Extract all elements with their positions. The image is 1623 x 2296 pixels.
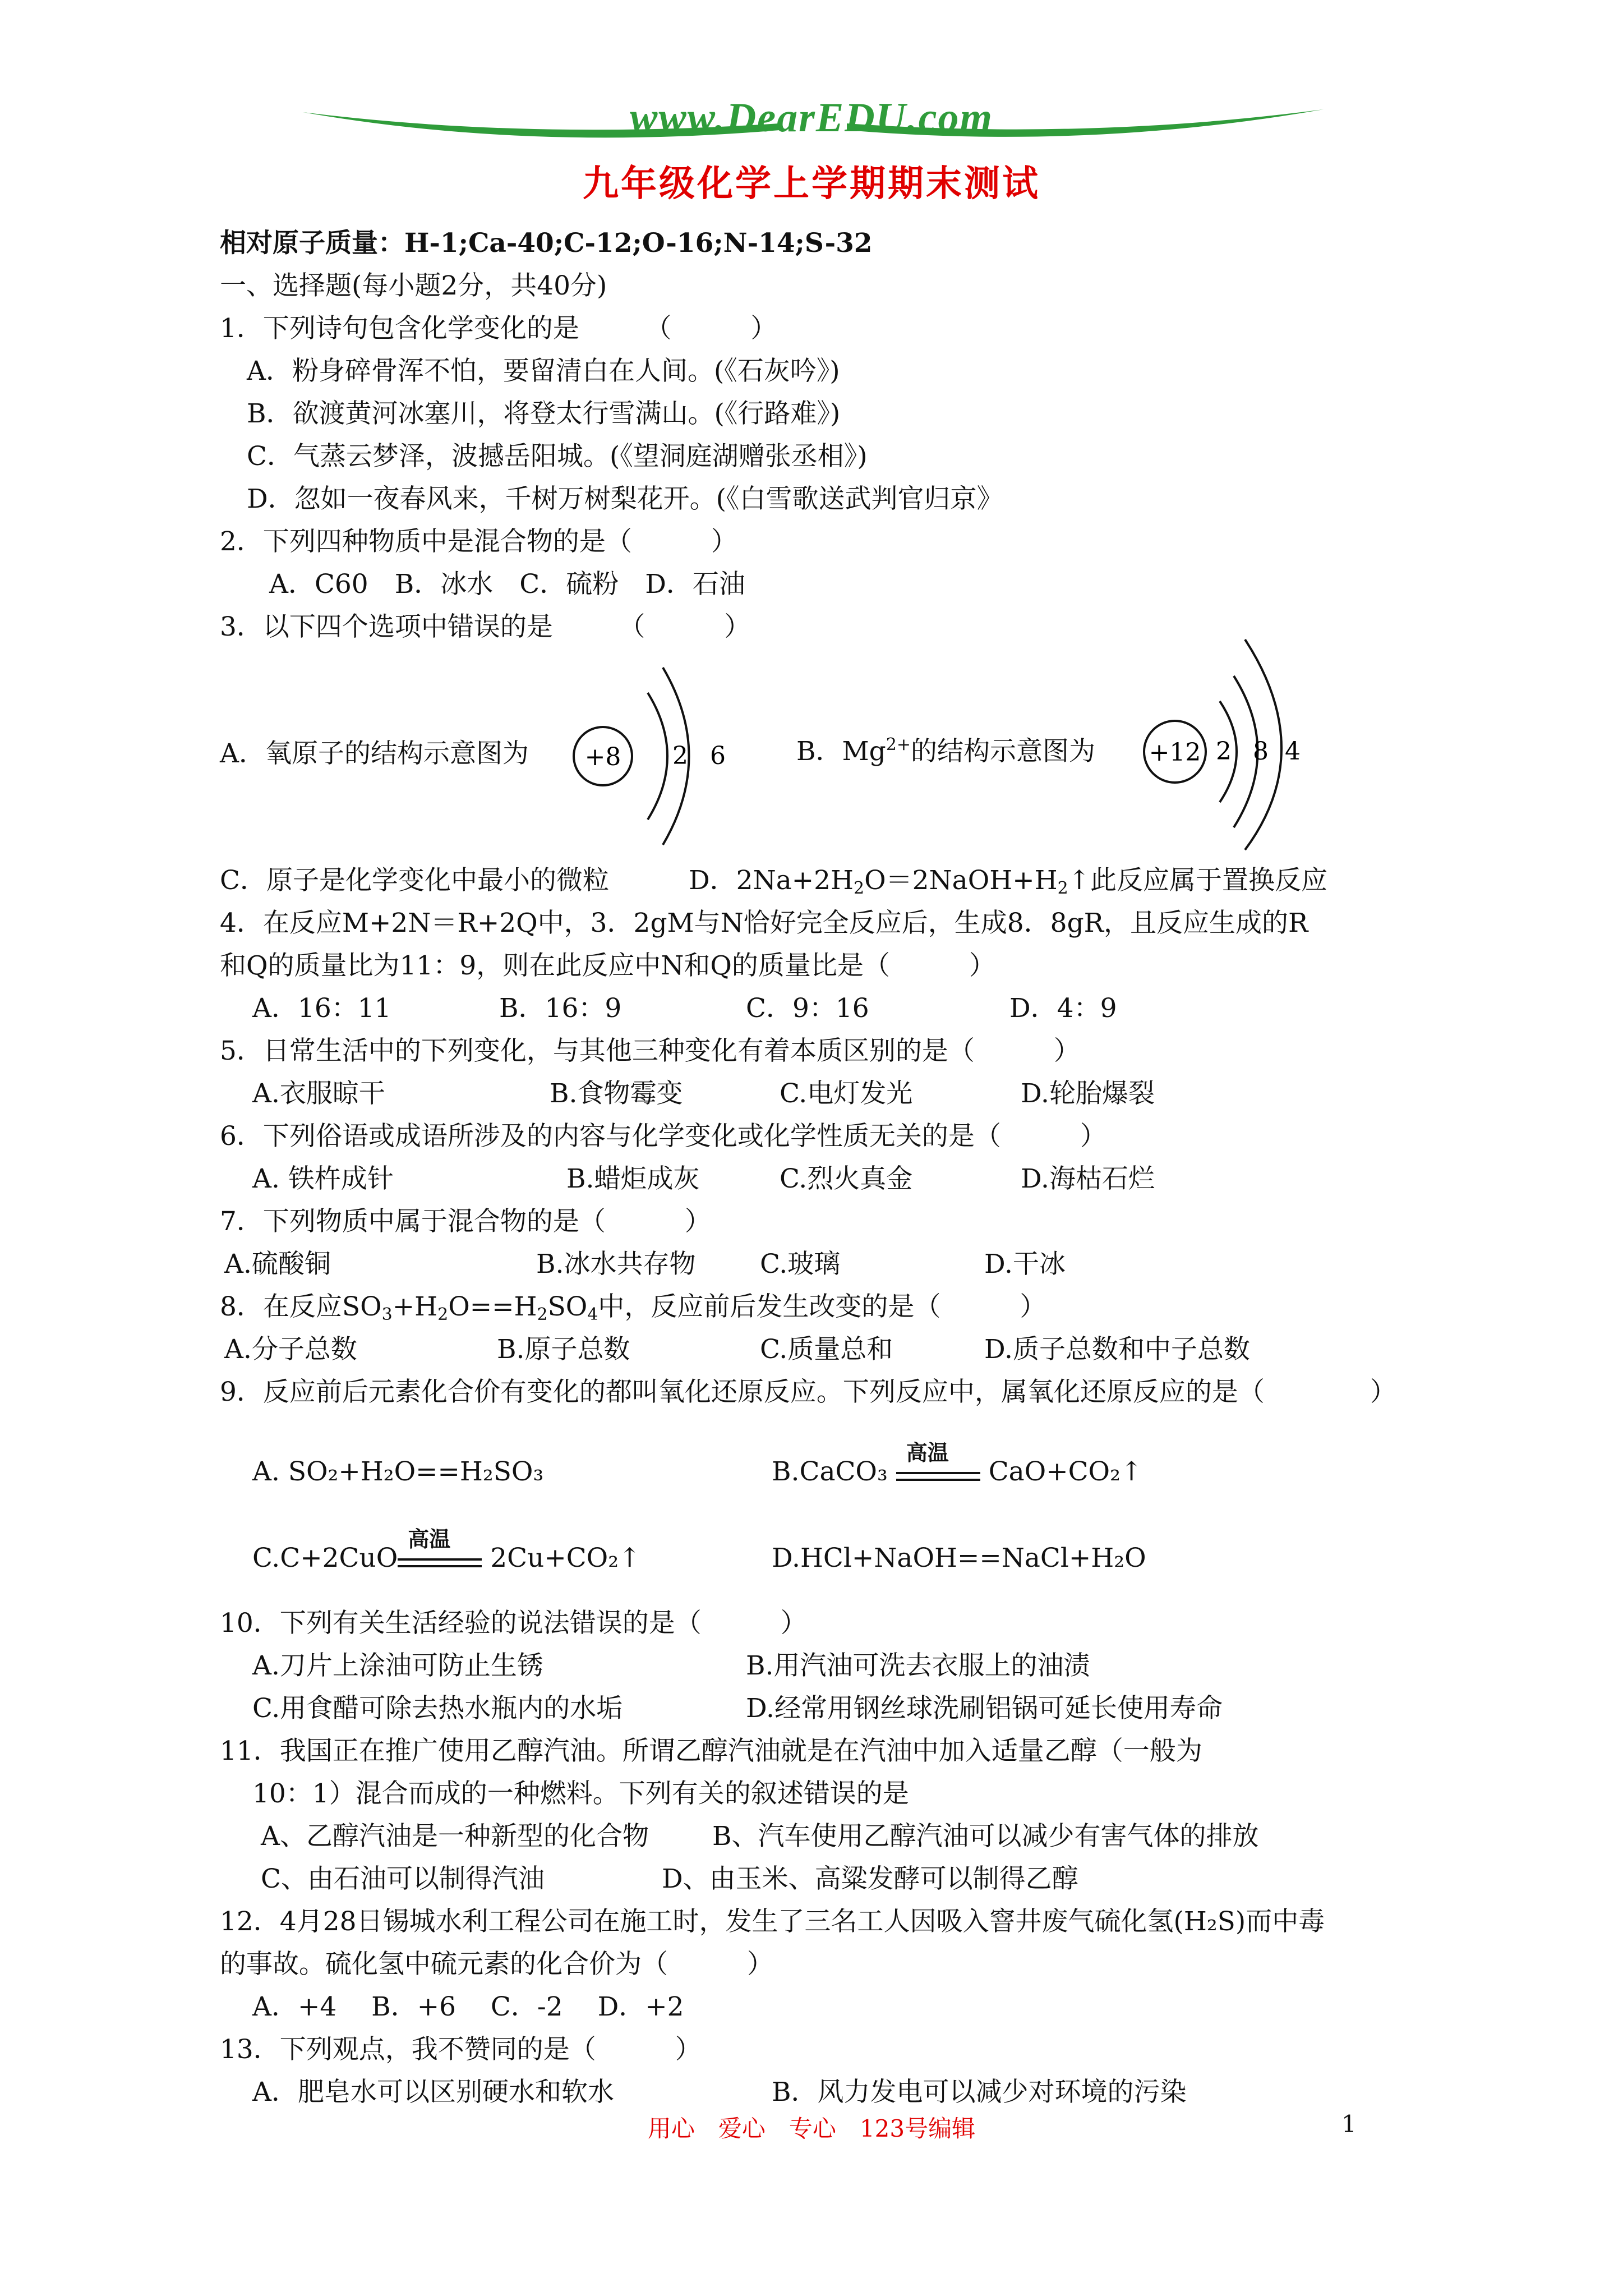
question-5-stem: 5．日常生活中的下列变化，与其他三种变化有着本质区别的是（ ） [220, 1036, 1080, 1066]
question-9-option-c [252, 1527, 641, 1575]
site-logo-text: www.DearEDU.com [629, 95, 994, 141]
question-3-option-b-pre: B．Mg [796, 736, 886, 767]
question-8-option-d: D.质子总数和中子总数 [984, 1334, 1250, 1365]
question-4-option-a: A．16：11 [252, 993, 391, 1024]
question-12-stem-line1: 12．4月28日锡城水利工程公司在施工时，发生了三名工人因吸入窨井废气硫化氢(H₂S)而中毒 [220, 1906, 1325, 1937]
q8-sub2: 2 [437, 1305, 449, 1324]
q3-d-sub2: 2 [1057, 878, 1068, 898]
question-8-option-a: A.分子总数 [224, 1334, 357, 1365]
magnesium-nucleus-label: +12 [1149, 738, 1201, 767]
question-6-option-c: C.烈火真金 [780, 1163, 913, 1194]
question-8-stem [220, 1290, 1046, 1324]
mg-ion-charge: 2+ [886, 735, 911, 754]
q9-c-condition: 高温 [408, 1527, 451, 1552]
q8-part5: 中，反应前后发生改变的是（ ） [598, 1291, 1046, 1322]
q8-sub4: 4 [587, 1305, 598, 1324]
question-6-option-d: D.海枯石烂 [1021, 1163, 1155, 1194]
question-5-option-c: C.电灯发光 [780, 1078, 913, 1109]
question-6-option-a: A. 铁杵成针 [252, 1163, 394, 1194]
q8-part2: +H [392, 1291, 438, 1322]
q9-b-products: CaO+CO₂↑ [988, 1456, 1143, 1487]
oxygen-atom-diagram [566, 645, 757, 847]
question-11-stem-line1: 11．我国正在推广使用乙醇汽油。所谓乙醇汽油就是在汽油中加入适量乙醇（一般为 [220, 1736, 1202, 1766]
page-title: 九年级化学上学期期末测试 [583, 163, 1040, 205]
magnesium-ion-diagram [1127, 628, 1352, 853]
question-3-stem: 3．以下四个选项中错误的是 （ ） [220, 611, 751, 642]
question-4-option-b: B．16：9 [499, 993, 622, 1024]
question-1-option-c: C．气蒸云梦泽，波撼岳阳城。(《望洞庭湖赠张丞相》) [247, 441, 868, 472]
question-7-option-a: A.硫酸铜 [224, 1249, 331, 1280]
question-1-option-d: D．忽如一夜春风来，千树万树梨花开。(《白雪歌送武判官归京》 [247, 484, 1003, 514]
question-2-options: A．C60 B．冰水 C．硫粉 D．石油 [269, 569, 745, 600]
q9-b-reactant: B.CaCO₃ [772, 1456, 888, 1487]
q9-b-condition-arrow [896, 1441, 980, 1489]
question-3-option-b-post: 的结构示意图为 [910, 736, 1095, 767]
page-number: 1 [1341, 2110, 1357, 2138]
q8-part4: SO [547, 1291, 588, 1322]
question-9-option-a: A. SO₂+H₂O==H₂SO₃ [252, 1456, 544, 1487]
question-9-stem: 9．反应前后元素化合价有变化的都叫氧化还原反应。下列反应中，属氧化还原反应的是（ ） [220, 1377, 1396, 1407]
question-11-option-c: C、由石油可以制得汽油 [261, 1864, 545, 1894]
question-4-option-d: D．4：9 [1009, 993, 1117, 1024]
q8-sub1: 3 [381, 1305, 393, 1324]
q8-sub3: 2 [537, 1305, 548, 1324]
question-10-option-c: C.用食醋可除去热水瓶内的水垢 [252, 1693, 623, 1724]
q9-c-condition-arrow [398, 1527, 482, 1575]
question-3-option-d [689, 864, 1327, 898]
q3-d-part1: D．2Na+2H [689, 865, 854, 896]
section-heading: 一、选择题(每小题2分，共40分) [220, 270, 607, 301]
question-1-stem: 1．下列诗句包含化学变化的是 （ ） [220, 313, 777, 344]
question-5-option-a: A.衣服晾干 [252, 1078, 385, 1109]
q9-c-reactants: C.C+2CuO [252, 1543, 398, 1573]
question-7-option-c: C.玻璃 [760, 1249, 841, 1280]
question-3-option-b-label [796, 735, 1095, 769]
question-2-stem: 2．下列四种物质中是混合物的是（ ） [220, 526, 737, 557]
question-1-option-a: A．粉身碎骨浑不怕，要留清白在人间。(《石灰吟》) [247, 356, 840, 386]
oxygen-shell-1-count: 2 [672, 742, 688, 770]
q8-part3: O==H [448, 1291, 537, 1322]
question-6-option-b: B.蜡炬成灰 [566, 1163, 700, 1194]
magnesium-shell-3-count: 4 [1285, 737, 1301, 766]
q8-part1: 8．在反应SO [220, 1291, 382, 1322]
question-5-option-d: D.轮胎爆裂 [1021, 1078, 1155, 1109]
question-13-stem: 13．下列观点，我不赞同的是（ ） [220, 2034, 702, 2065]
question-4-stem-line1: 4．在反应M+2N＝R+2Q中，3．2gM与N恰好完全反应后，生成8．8gR，且反应生成的R [220, 908, 1308, 938]
question-7-stem: 7．下列物质中属于混合物的是（ ） [220, 1206, 711, 1237]
question-11-option-d: D、由玉米、高粱发酵可以制得乙醇 [662, 1864, 1078, 1894]
question-4-option-c: C．9：16 [746, 993, 869, 1024]
question-8-option-c: C.质量总和 [760, 1334, 893, 1365]
question-10-option-b: B.用汽油可洗去衣服上的油渍 [746, 1650, 1090, 1681]
question-11-option-a: A、乙醇汽油是一种新型的化合物 [261, 1821, 649, 1852]
magnesium-shell-2-count: 8 [1253, 737, 1269, 766]
question-5-option-b: B.食物霉变 [550, 1078, 683, 1109]
question-10-stem: 10．下列有关生活经验的说法错误的是（ ） [220, 1608, 807, 1639]
question-12-stem-line2: 的事故。硫化氢中硫元素的化合价为（ ） [220, 1949, 773, 1980]
question-3-option-c: C．原子是化学变化中最小的微粒 [220, 865, 609, 896]
oxygen-shell-2-count: 6 [710, 742, 726, 770]
question-9-option-d: D.HCl+NaOH==NaCl+H₂O [772, 1543, 1146, 1573]
q3-d-part2: O＝2NaOH+H [864, 865, 1058, 896]
question-10-option-a: A.刀片上涂油可防止生锈 [252, 1650, 543, 1681]
atomic-masses: 相对原子质量：H-1;Ca-40;C-12;O-16;N-14;S-32 [220, 228, 873, 259]
question-4-stem-line2: 和Q的质量比为11：9，则在此反应中N和Q的质量比是（ ） [220, 950, 995, 981]
question-7-option-d: D.干冰 [984, 1249, 1066, 1280]
question-13-option-b: B．风力发电可以减少对环境的污染 [772, 2077, 1187, 2108]
oxygen-nucleus-label: +8 [584, 743, 621, 771]
question-6-stem: 6．下列俗语或成语所涉及的内容与化学变化或化学性质无关的是（ ） [220, 1121, 1106, 1152]
question-1-option-b: B．欲渡黄河冰塞川，将登太行雪满山。(《行路难》) [247, 398, 841, 429]
question-7-option-b: B.冰水共存物 [536, 1249, 696, 1280]
magnesium-shell-1-count: 2 [1216, 737, 1232, 766]
question-10-option-d: D.经常用钢丝球洗刷铝锅可延长使用寿命 [746, 1693, 1223, 1724]
question-8-option-b: B.原子总数 [497, 1334, 630, 1365]
q3-d-part3: ↑此反应属于置换反应 [1068, 865, 1328, 896]
question-11-option-b: B、汽车使用乙醇汽油可以减少有害气体的排放 [712, 1821, 1259, 1852]
q9-c-products: 2Cu+CO₂↑ [490, 1543, 641, 1573]
question-9-option-b [772, 1441, 1143, 1489]
page-footer: 用心 爱心 专心 123号编辑 [647, 2115, 976, 2142]
question-3-option-a-label: A．氧原子的结构示意图为 [220, 738, 529, 769]
question-13-option-a: A．肥皂水可以区别硬水和软水 [252, 2077, 614, 2108]
q9-b-condition: 高温 [906, 1441, 949, 1465]
question-12-options: A．+4 B．+6 C．-2 D．+2 [252, 1991, 684, 2022]
q3-d-sub1: 2 [854, 878, 865, 898]
question-11-stem-line2: 10：1）混合而成的一种燃料。下列有关的叙述错误的是 [252, 1778, 909, 1809]
